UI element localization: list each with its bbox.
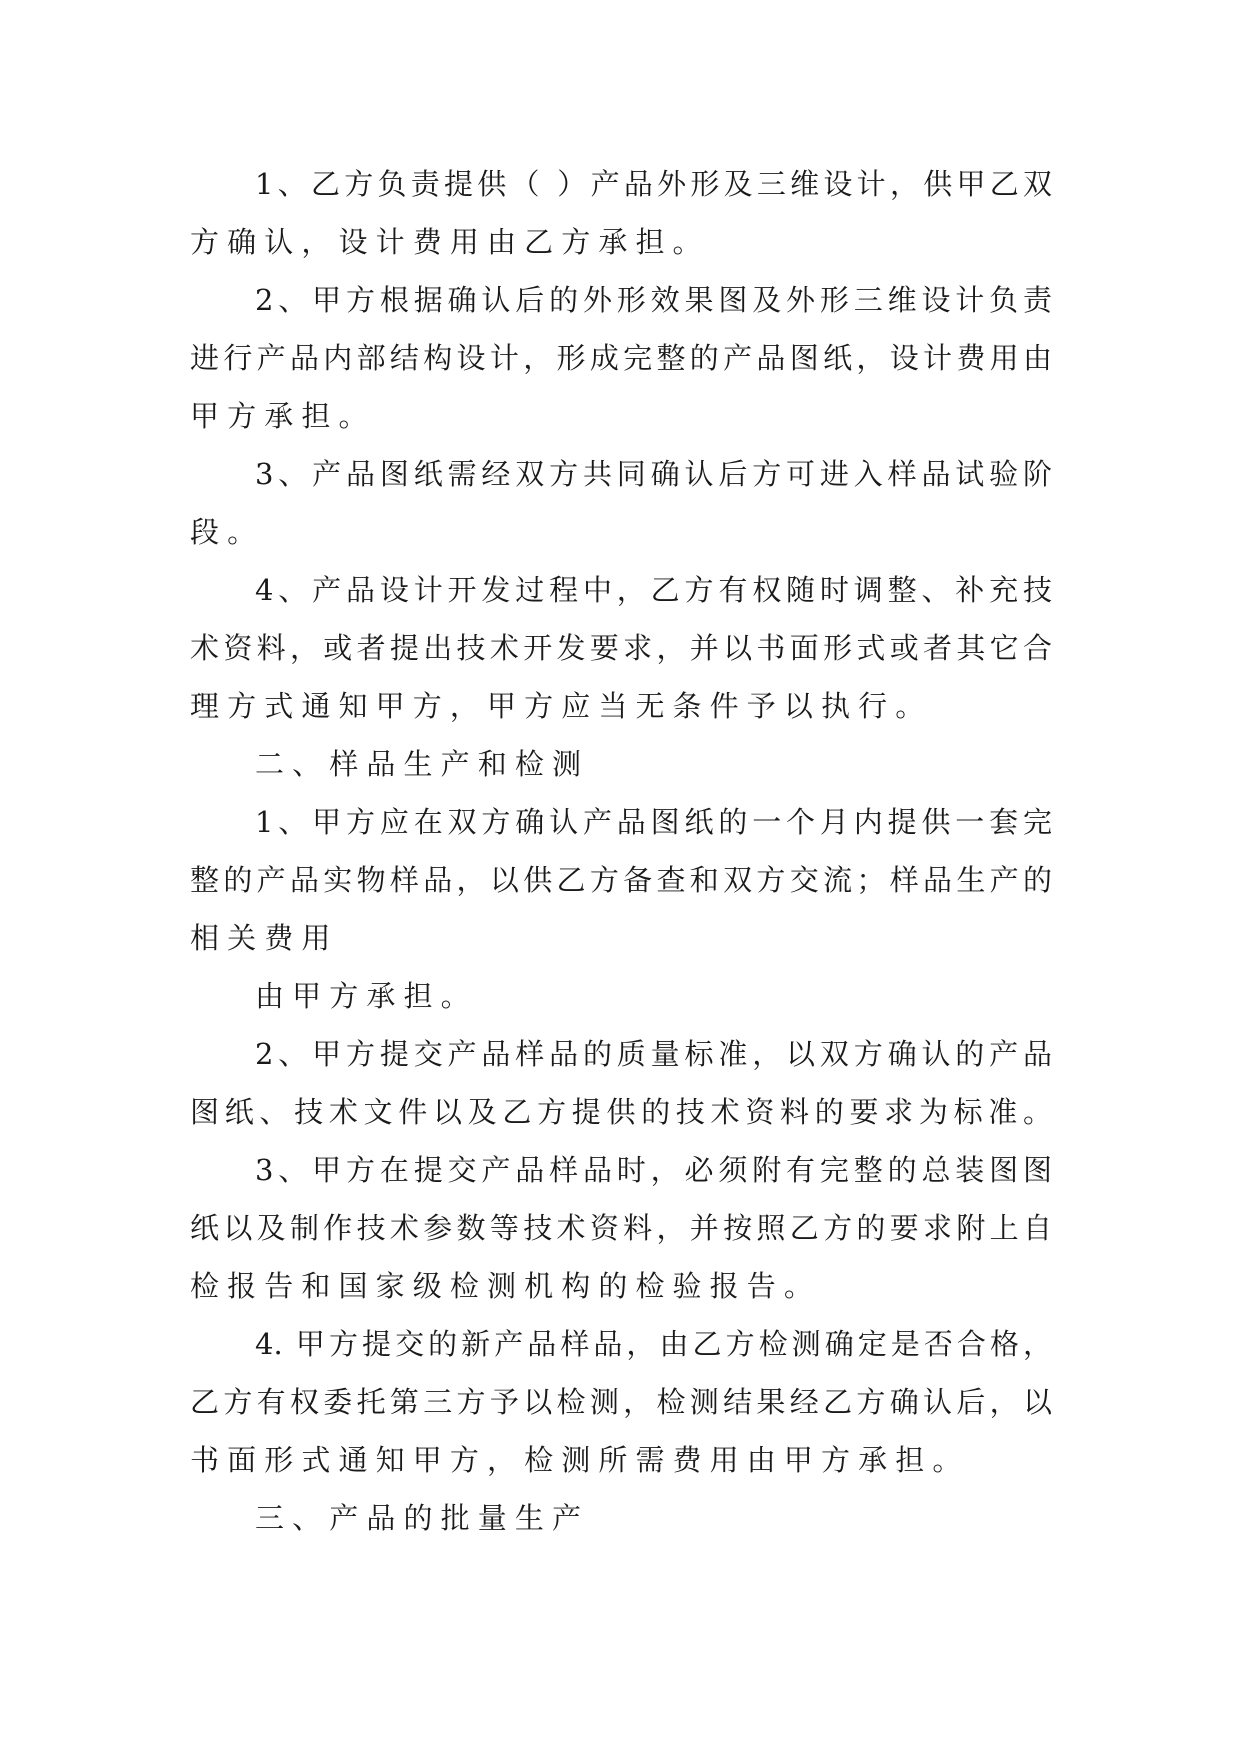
paragraph-line: 图纸、技术文件以及乙方提供的技术资料的要求为标准。: [190, 1095, 1052, 1129]
paragraph-line: 2、甲方提交产品样品的质量标准，以双方确认的产品: [255, 1037, 1052, 1071]
paragraph-line: 4、产品设计开发过程中，乙方有权随时调整、补充技: [255, 573, 1052, 607]
paragraph-line: 由甲方承担。: [255, 979, 478, 1013]
paragraph-line: 2、甲方根据确认后的外形效果图及外形三维设计负责: [255, 283, 1052, 317]
paragraph-line: 1、甲方应在双方确认产品图纸的一个月内提供一套完: [255, 805, 1052, 839]
paragraph-line: 书面形式通知甲方，检测所需费用由甲方承担。: [190, 1443, 970, 1477]
paragraph-line: 段。: [190, 515, 265, 549]
paragraph-line: 方确认，设计费用由乙方承担。: [190, 225, 710, 259]
paragraph-line: 进行产品内部结构设计，形成完整的产品图纸，设计费用由: [190, 341, 1052, 375]
paragraph-line: 4. 甲方提交的新产品样品，由乙方检测确定是否合格，: [255, 1327, 1052, 1361]
paragraph-line: 相关费用: [190, 921, 339, 955]
section-heading: 三、产品的批量生产: [255, 1501, 590, 1535]
paragraph-line: 术资料，或者提出技术开发要求，并以书面形式或者其它合: [190, 631, 1052, 665]
paragraph-line: 理方式通知甲方，甲方应当无条件予以执行。: [190, 689, 933, 723]
paragraph-line: 乙方有权委托第三方予以检测，检测结果经乙方确认后，以: [190, 1385, 1052, 1419]
paragraph-line: 整的产品实物样品，以供乙方备查和双方交流；样品生产的: [190, 863, 1052, 897]
paragraph-line: 检报告和国家级检测机构的检验报告。: [190, 1269, 822, 1303]
paragraph-line: 纸以及制作技术参数等技术资料，并按照乙方的要求附上自: [190, 1211, 1052, 1245]
section-heading: 二、样品生产和检测: [255, 747, 590, 781]
paragraph-line: 3、甲方在提交产品样品时，必须附有完整的总装图图: [255, 1153, 1052, 1187]
paragraph-line: 3、产品图纸需经双方共同确认后方可进入样品试验阶: [255, 457, 1052, 491]
paragraph-line: 1、乙方负责提供（ ）产品外形及三维设计，供甲乙双: [255, 167, 1052, 201]
paragraph-line: 甲方承担。: [190, 399, 376, 433]
